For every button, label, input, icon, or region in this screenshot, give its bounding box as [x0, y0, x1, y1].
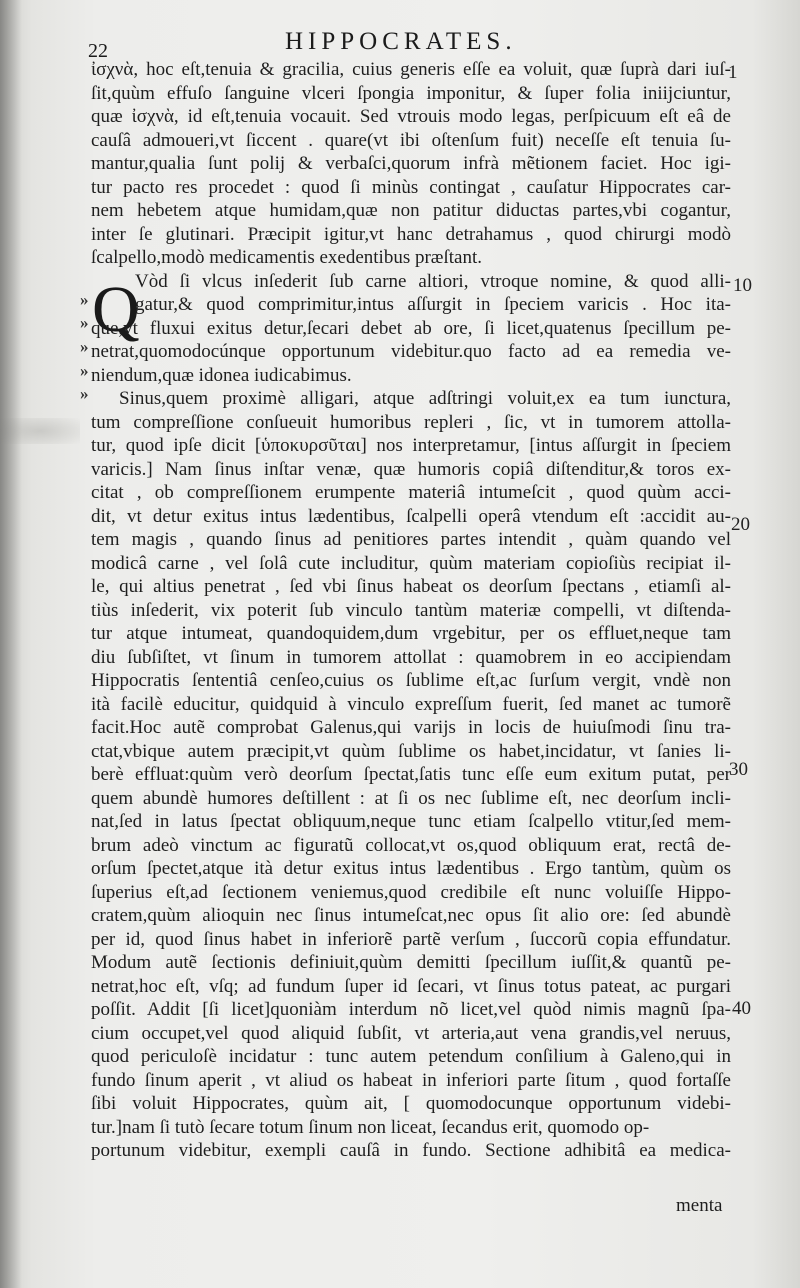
text-line: fundo ſinum aperit , vt aliud os habeat in inferiori parte ſitum , quod fortaſſe: [91, 1069, 731, 1091]
text-line: netrat,hoc eſt, vſq; ad fundum ſuper id ſecari, vt ſinus totus pateat, ac purgari: [91, 975, 731, 997]
line-number-1: 1: [728, 62, 738, 83]
text-line: tur.]nam ſi tutò ſecare totum ſinum non liceat, ſecandus erit, quomodo op-: [91, 1116, 650, 1138]
text-line: le, qui altius penetrat , ſed vbi ſinus habeat os deorſum ſpectans , etiamſi al-: [91, 576, 731, 597]
text-line: que,vt fluxui exitus detur,ſecari debet ab ore, ſi licet,quatenus ſpecillum pe-: [91, 317, 731, 339]
text-line: per id, quod ſinus habet in inferiorẽ partẽ verſum , ſuccorũ copia effundatur.: [91, 928, 731, 950]
line-number-40: 40: [732, 998, 751, 1019]
text-line: facit.Hoc autẽ comprobat Galenus,qui varijs in locis de huiuſmodi ſinu tra-: [91, 717, 731, 738]
quote-mark: »: [80, 290, 89, 309]
text-line: tur atque intumeat, quandoquidem,dum vrgebitur, per os effluet,neque tam: [91, 623, 731, 644]
text-line: poſſit. Addit [ſi licet]quoniàm interdum nõ licet,vel quòd nimis magnũ ſpa-: [91, 999, 731, 1020]
text-line: mantur,qualia ſunt polij & verbaſci,quorum infrà mẽtionem faciet. Hoc igi-: [91, 153, 731, 174]
text-line: quem abundè humores deſtillent : at ſi os nec ſublime eſt, nec deorſum incli-: [91, 787, 731, 809]
page-number: 22: [88, 40, 108, 62]
quote-mark: »: [80, 361, 89, 380]
text-line: Modum autẽ ſectionis definiuit,quùm demitti ſpecillum iuſſit,& quantũ pe-: [91, 952, 731, 973]
text-line: Hippocratis ſententiâ cenſeo,cuius os ſublime eſt,ac ſurſum vergit, vndè non: [91, 670, 731, 691]
body-text: [91, 58, 731, 1163]
text-line: nem hebetem atque humidam,quæ non patitur diductas partes,vbi cogantur,: [91, 200, 731, 221]
line-number-30: 30: [729, 759, 748, 780]
text-line: Sinus,quem proximè alligari, atque adſtringi voluit,ex ea tum iunctura,: [119, 388, 731, 409]
text-line: tum compreſſione conſueuit humoribus repleri , ſic, vt in tumorem attolla-: [91, 411, 731, 433]
text-line: ctat,vbique autem præcipit,vt quùm ſublime os habet,incidatur, vt ſanies li-: [91, 740, 731, 762]
quote-mark: »: [80, 384, 89, 403]
text-line: ſcalpello,modò medicamentis exedentibus præſtant.: [91, 247, 482, 268]
text-line: tur pacto res procedet : quod ſi minùs contingat , cauſatur Hippocrates car-: [91, 176, 731, 198]
text-line: brum adeò vinctum ac figuratũ collocat,vt os,quod obliquum erat, rectâ de-: [91, 834, 731, 856]
text-line: berè effluat:quùm verò deorſum ſpectat,ſatis tunc eſſe eum exitum putat, per: [91, 764, 731, 785]
text-line: quod periculoſè incidatur : tunc autem petendum conſilium à Galeno,qui in: [91, 1046, 731, 1067]
text-line: gatur,& quod comprimitur,intus aſſurgit in ſpeciem varicis . Hoc ita-: [135, 294, 731, 315]
text-line: ità facilè educitur, quidquid à vinculo expreſſum fuerit, ſed manet ac tumorẽ: [91, 693, 731, 715]
quote-mark: »: [80, 337, 89, 356]
drop-cap: Q: [92, 273, 140, 346]
text-line: ſit,quùm effuſo ſanguine vlceri ſpongia imponitur, & ſuper folia iniijciuntur,: [91, 82, 731, 104]
text-line: dit, vt detur exitus intus lædentibus, ſcalpelli operâ vtendum eſt :accidit au-: [91, 505, 731, 527]
line-number-20: 20: [731, 514, 750, 535]
text-line: citat , ob compreſſionem erumpente materiâ intumeſcit , quod quùm acci-: [91, 482, 731, 503]
text-line: varicis.] Nam ſinus inſtar venæ, quæ humoris copiâ diſtenditur,& toros ex-: [91, 458, 731, 480]
quote-mark: »: [80, 313, 89, 332]
text-line: portunum videbitur, exempli cauſâ in fundo. Sectione adhibitâ ea medica-: [91, 1140, 731, 1161]
text-line: netrat,quomodocúnque opportunum videbitur.quo facto ad ea remedia ve-: [91, 341, 731, 362]
text-line: nat,ſed in latus ſpectat obliquum,neque tunc etiam ſcalpello vtitur,ſed mem-: [91, 811, 731, 832]
text-line: niendum,quæ idonea iudicabimus.: [91, 364, 352, 386]
text-line: tiùs inſederit, vix poterit ſub vinculo tantùm materiæ compelli, vt diſtenda-: [91, 599, 731, 621]
text-line: ἰσχνὰ, hoc eſt,tenuia & gracilia, cuius generis eſſe ea voluit, quæ ſuprà dari iuſ-: [91, 59, 731, 80]
ink-bleed-mark: [0, 418, 80, 444]
text-line: Vòd ſi vlcus inſederit ſub carne altiori, vtroque nomine, & quod alli-: [135, 270, 731, 292]
catchword: menta: [676, 1195, 723, 1216]
gutter-shadow: [0, 0, 22, 1288]
text-line: tur, quod ipſe dicit [ὑποκυρσῦται] nos interpretamur, [intus aſſurgit in ſpeciem: [91, 435, 731, 456]
text-line: cratem,quùm alioquin nec ſinus intumeſcat,nec opus ſit alio ore: ſed abundè: [91, 905, 731, 926]
text-line: diu ſubſiſtet, vt ſinum in tumorem attollat : quamobrem in eo accipiendam: [91, 646, 731, 668]
running-title: HIPPOCRATES.: [285, 28, 517, 55]
text-line: quæ ἰσχνὰ, id eſt,tenuia vocauit. Sed vtrouis modo legas, perſpicuum eſt eâ de: [91, 106, 731, 127]
text-line: tem magis , quando ſinus ad penitiores partes intendit , quàm quando vel: [91, 529, 731, 550]
line-number-10: 10: [733, 275, 752, 296]
text-line: ſuperius eſt,ad ſectionem veniemus,quod credibile eſt nunc voluiſſe Hippo-: [91, 881, 731, 903]
text-line: orſum ſpectet,atque ità detur exitus intus lædentibus . Ergo tantùm, quùm os: [91, 858, 731, 879]
text-line: inter ſe glutinari. Præcipit igitur,vt hanc detrahamus , quod chirurgi modò: [91, 223, 731, 245]
text-line: cauſâ admoueri,vt ſiccent . quare(vt ibi oſtenſum fuit) neceſſe eſt tenuia ſu-: [91, 129, 731, 151]
text-line: ſibi voluit Hippocrates, quùm ait, [ quomodocunque opportunum videbi-: [91, 1093, 731, 1114]
text-line: cium occupet,vel quod aliquid ſubſit, vt arteria,aut vena grandis,vel neruus,: [91, 1022, 731, 1044]
text-line: modicâ carne , vel ſolâ cute includitur, quùm materiam copioſiùs recipiat il-: [91, 552, 731, 574]
